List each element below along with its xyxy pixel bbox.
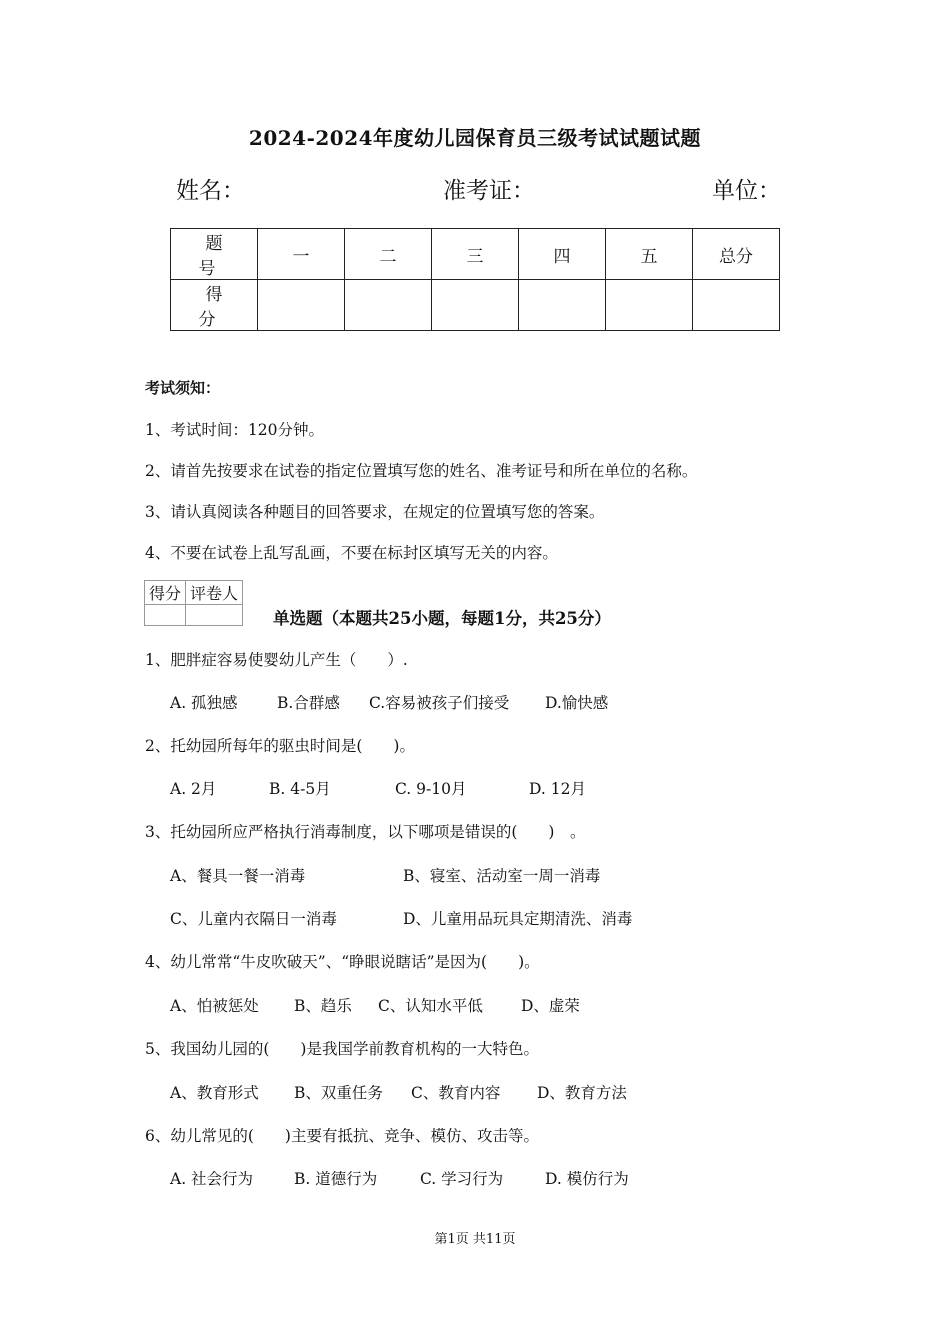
- question-option: A. 孤独感: [170, 694, 238, 712]
- question-option: C、认知水平低: [378, 997, 483, 1015]
- unit-field-label: 单位：: [712, 178, 781, 204]
- score-header-cell: 五: [606, 229, 693, 280]
- question-option: D、儿童用品玩具定期清洗、消毒: [403, 910, 633, 928]
- grader-score-label: 得分: [145, 581, 186, 605]
- question-option: C.容易被孩子们接受: [369, 694, 510, 712]
- question-option: C. 9-10月: [395, 780, 467, 798]
- score-header-cell: 二: [345, 229, 432, 280]
- question-option: D.愉快感: [545, 694, 609, 712]
- question-option: C、教育内容: [411, 1084, 501, 1102]
- question-option: B、双重任务: [294, 1084, 383, 1102]
- score-row-label: 得 分: [171, 280, 258, 331]
- notice-item: 3、请认真阅读各种题目的回答要求，在规定的位置填写您的答案。: [145, 503, 605, 521]
- name-field-label: 姓名：: [176, 178, 245, 204]
- score-header-cell: 总分: [693, 229, 780, 280]
- notice-item: 2、请首先按要求在试卷的指定位置填写您的姓名、准考证号和所在单位的名称。: [145, 462, 698, 480]
- page-footer: 第1页 共11页: [434, 1232, 516, 1247]
- question-option: D. 模仿行为: [545, 1170, 629, 1188]
- section-title: 单选题（本题共25小题，每题1分，共25分）: [273, 609, 611, 628]
- page-title: 2024-2024年度幼儿园保育员三级考试试题试题: [248, 126, 702, 150]
- question-stem: 4、幼儿常常“牛皮吹破天”、“睁眼说瞎话”是因为( )。: [145, 953, 540, 971]
- question-option: A. 社会行为: [170, 1170, 254, 1188]
- question-option: A、餐具一餐一消毒: [170, 867, 306, 885]
- notice-title: 考试须知：: [145, 379, 221, 397]
- score-cell: [606, 280, 693, 331]
- question-option: B.合群感: [277, 694, 340, 712]
- question-stem: 5、我国幼儿园的( )是我国学前教育机构的一大特色。: [145, 1040, 539, 1058]
- score-cell: [345, 280, 432, 331]
- score-cell: [432, 280, 519, 331]
- score-header-cell: 一: [258, 229, 345, 280]
- question-option: D、教育方法: [537, 1084, 627, 1102]
- score-cell: [519, 280, 606, 331]
- question-option: C. 学习行为: [420, 1170, 504, 1188]
- score-header-cell: 题 号: [171, 229, 258, 280]
- score-table-score-row: [171, 280, 780, 331]
- question-stem: 6、幼儿常见的( )主要有抵抗、竞争、模仿、攻击等。: [145, 1127, 539, 1145]
- grader-table: [144, 580, 243, 626]
- score-header-cell: 四: [519, 229, 606, 280]
- question-option: B、趋乐: [294, 997, 352, 1015]
- score-cell: [258, 280, 345, 331]
- question-option: A. 2月: [170, 780, 217, 798]
- question-option: A、怕被惩处: [170, 997, 259, 1015]
- question-option: D. 12月: [529, 780, 586, 798]
- question-option: B. 道德行为: [294, 1170, 378, 1188]
- question-stem: 3、托幼园所应严格执行消毒制度，以下哪项是错误的( ) 。: [145, 823, 586, 841]
- question-stem: 2、托幼园所每年的驱虫时间是( )。: [145, 737, 415, 755]
- question-option: B、寝室、活动室一周一消毒: [403, 867, 601, 885]
- question-option: C、儿童内衣隔日一消毒: [170, 910, 337, 928]
- grader-reviewer-label: 评卷人: [186, 581, 243, 605]
- question-option: A、教育形式: [170, 1084, 259, 1102]
- grader-reviewer-cell: [186, 605, 243, 626]
- score-header-cell: 三: [432, 229, 519, 280]
- notice-item: 1、考试时间：120分钟。: [145, 421, 324, 439]
- grader-score-cell: [145, 605, 186, 626]
- question-option: D、虚荣: [521, 997, 580, 1015]
- question-option: B. 4-5月: [269, 780, 331, 798]
- notice-item: 4、不要在试卷上乱写乱画，不要在标封区填写无关的内容。: [145, 544, 558, 562]
- score-table: [170, 228, 780, 331]
- score-cell: [693, 280, 780, 331]
- exam-id-field-label: 准考证：: [443, 178, 535, 204]
- score-table-header-row: [171, 229, 780, 280]
- question-stem: 1、肥胖症容易使婴幼儿产生（ ）.: [145, 651, 408, 669]
